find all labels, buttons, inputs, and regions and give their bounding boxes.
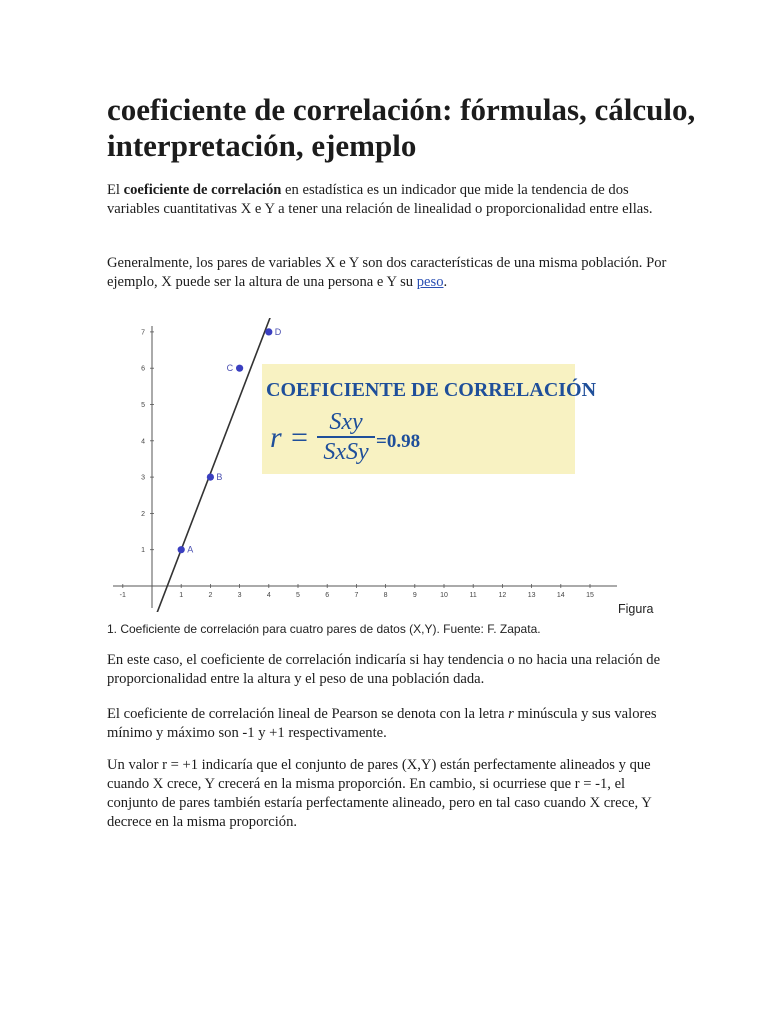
x-tick-label: 8 [383, 592, 388, 599]
formula-value: =0.98 [376, 431, 421, 452]
formula-lhs: r = [270, 421, 310, 454]
x-tick-label: -1 [119, 592, 126, 599]
x-tick-label: 2 [208, 592, 213, 599]
figure-caption: 1. Coeficiente de correlación para cuatro pares de datos (X,Y). Fuente: F. Zapata. [107, 622, 541, 636]
intro-text-start: El [107, 182, 124, 198]
point-label-a: A [187, 544, 194, 555]
figura-label: Figura [618, 602, 654, 616]
x-tick-label: 12 [498, 592, 507, 599]
data-point-a [178, 546, 185, 553]
x-tick-label: 6 [325, 592, 330, 599]
pearson-text-end: minúscula y sus valores mínimo y máximo son -1 y +1 respectivamente. [107, 706, 657, 741]
pearson-text-start: El coeficiente de correlación lineal de Pearson se denota con la letra [107, 706, 509, 722]
example-paragraph [107, 254, 667, 292]
formula-denominator: SxSy [323, 439, 369, 465]
point-label-b: B [216, 472, 223, 483]
data-point-d [265, 328, 272, 335]
y-tick-label: 2 [141, 510, 145, 518]
intro-bold-term: coeficiente de correlación [123, 182, 282, 198]
intro-text-end: en estadística es un indicador que mide la tendencia de dos variables cuantitativas X e Y a tener una relación de linealidad o proporcionalidad entre ellas. [107, 182, 653, 217]
pearson-paragraph [107, 705, 667, 743]
fraction-bar [317, 436, 375, 438]
peso-link[interactable]: peso [416, 274, 444, 290]
x-tick-label: 15 [586, 592, 594, 599]
interpretation-paragraph: En este caso, el coeficiente de correlación indicaría si hay tendencia o no hacia una relación de proporcionalidad entre la altura y el peso de una población dada. [107, 652, 661, 687]
y-tick-label: 4 [141, 438, 145, 446]
y-tick-label: 6 [141, 365, 145, 373]
intro-paragraph [107, 181, 667, 219]
example-text-start: Generalmente, los pares de variables X e Y son dos características de una misma población. Por ejemplo, X puede ser la altura de una persona e Y su [107, 255, 667, 290]
x-tick-label: 14 [556, 592, 565, 599]
point-label-c: C [226, 363, 234, 374]
formula-numerator: Sxy [329, 409, 363, 435]
page-title: coeficiente de correlación: fórmulas, cálculo, interpretación, ejemplo [107, 92, 696, 163]
y-tick-label: 5 [141, 402, 145, 409]
x-tick-label: 7 [354, 592, 359, 599]
x-tick-label: 3 [237, 592, 242, 599]
x-tick-label: 5 [296, 592, 300, 599]
y-tick-label: 3 [141, 474, 145, 482]
pearson-letter-r: r [508, 706, 514, 722]
values-paragraph: Un valor r = +1 indicaría que el conjunto de pares (X,Y) están perfectamente alineados y que cuando X crece, Y crecerá en la misma proporción. En cambio, si ocurriese que r = -1, el conjunto de pares también estaría perfectamente alineado, pero en tal caso cuando X crece, Y decrece en la misma proporción. [107, 757, 652, 830]
x-tick-label: 13 [527, 592, 536, 599]
y-tick-label: 7 [141, 329, 145, 337]
formula-fraction [317, 409, 375, 465]
x-tick-label: 10 [440, 592, 448, 599]
data-point-b [207, 474, 214, 481]
x-tick-label: 4 [266, 592, 271, 599]
x-tick-label: 9 [412, 592, 417, 599]
data-point-c [236, 365, 243, 372]
x-tick-label: 1 [179, 592, 184, 599]
formula-box [262, 364, 597, 474]
example-text-end: . [443, 274, 448, 290]
y-tick-label: 1 [141, 547, 145, 555]
formula-title: COEFICIENTE DE CORRELACIÓN [266, 379, 597, 401]
point-label-d: D [274, 326, 282, 337]
x-tick-label: 11 [469, 592, 477, 599]
